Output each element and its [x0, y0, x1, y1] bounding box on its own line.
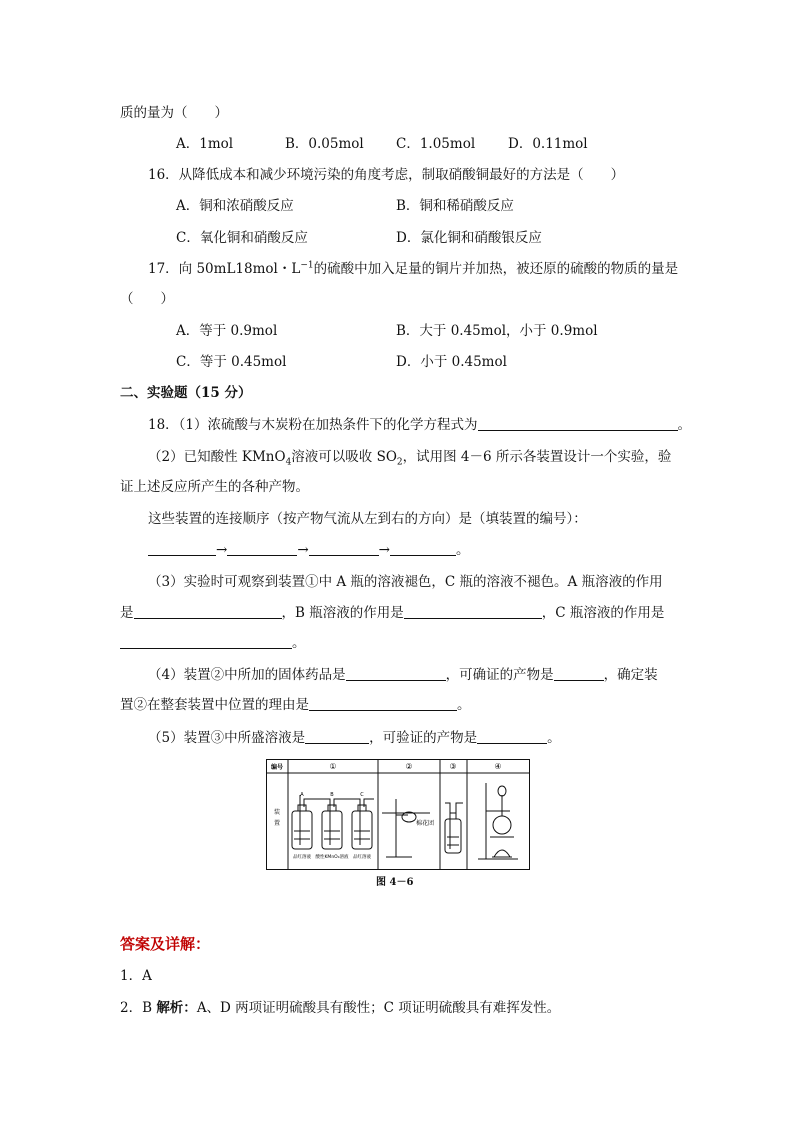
row-label-1: 装: [273, 809, 281, 816]
q17-option-b: B．大于 0.45mol，小于 0.9mol: [396, 323, 598, 339]
q18-part4: （4）装置②中所加的固体药品是 ，可确证的产物是 ，确定装: [148, 667, 658, 683]
q18-part4-line2: 置②在整套装置中位置的理由是 。: [120, 697, 471, 713]
bottle-label-c: 品红溶液: [353, 855, 371, 860]
q15-option-d: D．0.11mol: [508, 136, 588, 152]
blank-c-bottle[interactable]: [120, 634, 292, 649]
blank-a-bottle[interactable]: [134, 604, 282, 619]
blank-b-bottle[interactable]: [404, 604, 542, 619]
blank-solution[interactable]: [305, 729, 369, 744]
cotton-label: 棉花团: [416, 820, 435, 827]
blank-position-reason[interactable]: [309, 696, 457, 711]
row-label-2: 置: [273, 820, 281, 827]
q16-stem: 16．从降低成本和减少环境污染的角度考虑，制取硝酸铜最好的方法是（ ）: [148, 167, 625, 183]
blank-order-1[interactable]: [148, 541, 216, 556]
answers-title: 答案及详解：: [120, 935, 211, 953]
q18-part2-line2: 证上述反应所产生的各种产物。: [120, 479, 309, 495]
header-label: 编号: [270, 764, 284, 771]
q15-option-a: A．1mol: [176, 136, 234, 152]
answer-2: 2．B 解析：A、D 两项证明硫酸具有酸性；C 项证明硫酸具有难挥发性。: [120, 1000, 561, 1016]
drying-tube-icon: [382, 799, 430, 857]
blank-solid-reagent[interactable]: [346, 666, 446, 681]
bottle-letter-b: B: [330, 792, 334, 798]
q16-option-a: A．铜和浓硝酸反应: [176, 198, 294, 214]
bottle-letter-c: C: [360, 792, 364, 798]
small-bottle-icon: [445, 803, 463, 853]
blank-order-3[interactable]: [309, 541, 379, 556]
q16-option-c: C．氧化铜和硝酸反应: [176, 230, 308, 246]
q18-order-blanks: → → → 。: [148, 541, 469, 559]
blank-verified-product[interactable]: [477, 729, 547, 744]
q18-part2: （2）已知酸性 KMnO$_4$溶液可以吸收 $SO_2$，试用图 4－6 所示各装置设计一个实验，验: [148, 449, 672, 468]
flask-apparatus-icon: [478, 783, 518, 859]
apparatus-diagram: [266, 759, 530, 870]
section-title: 二、实验题（15 分）: [120, 385, 252, 401]
blank-product[interactable]: [554, 666, 604, 681]
col-3: ③: [449, 762, 457, 771]
blank-order-4[interactable]: [390, 541, 456, 556]
figure-caption: 图 4－6: [376, 877, 414, 888]
blank-order-2[interactable]: [227, 541, 297, 556]
q18-part3-line3: 。: [120, 634, 306, 652]
col-4: ④: [494, 762, 502, 771]
q17-stem-line2: （ ）: [120, 291, 174, 307]
apparatus-figure: [266, 759, 530, 870]
q18-part3-line2: 是 ，B 瓶溶液的作用是 ，C 瓶溶液的作用是: [120, 605, 665, 621]
q17-option-c: C．等于 0.45mol: [176, 354, 287, 370]
bottle-label-b: 酸性KMnO₄溶液: [315, 855, 349, 860]
q17-option-d: D．小于 0.45mol: [396, 354, 507, 370]
q16-option-d: D．氯化铜和硝酸银反应: [396, 230, 542, 246]
answer-1: 1．A: [120, 968, 152, 984]
col-1: ①: [329, 762, 337, 771]
q18-part3: （3）实验时可观察到装置①中 A 瓶的溶液褪色，C 瓶的溶液不褪色。A 瓶溶液的作用: [148, 574, 663, 590]
q15-option-b: B．0.05mol: [285, 136, 364, 152]
q15-stem: 质的量为（ ）: [120, 105, 228, 121]
q16-option-b: B．铜和稀硝酸反应: [396, 198, 514, 214]
bottle-letter-a: A: [300, 792, 304, 798]
blank-equation[interactable]: [478, 416, 678, 431]
bottle-label-a: 品红溶液: [293, 855, 311, 860]
q18-part2-line3: 这些装置的连接顺序（按产物气流从左到右的方向）是（填装置的编号）：: [148, 511, 587, 527]
col-2: ②: [405, 762, 413, 771]
q17-stem: 17．向 50mL18mol・$L^{-1}$的硫酸中加入足量的铜片并加热，被还原的硫酸的物质的量是: [148, 260, 679, 277]
q18-part1: 18．（1）浓硫酸与木炭粉在加热条件下的化学方程式为 。: [148, 417, 692, 433]
q15-option-c: C．1.05mol: [396, 136, 476, 152]
wash-bottles-icon: [292, 795, 374, 849]
q18-part5: （5）装置③中所盛溶液是 ，可验证的产物是 。: [148, 730, 561, 746]
q17-option-a: A．等于 0.9mol: [176, 323, 278, 339]
